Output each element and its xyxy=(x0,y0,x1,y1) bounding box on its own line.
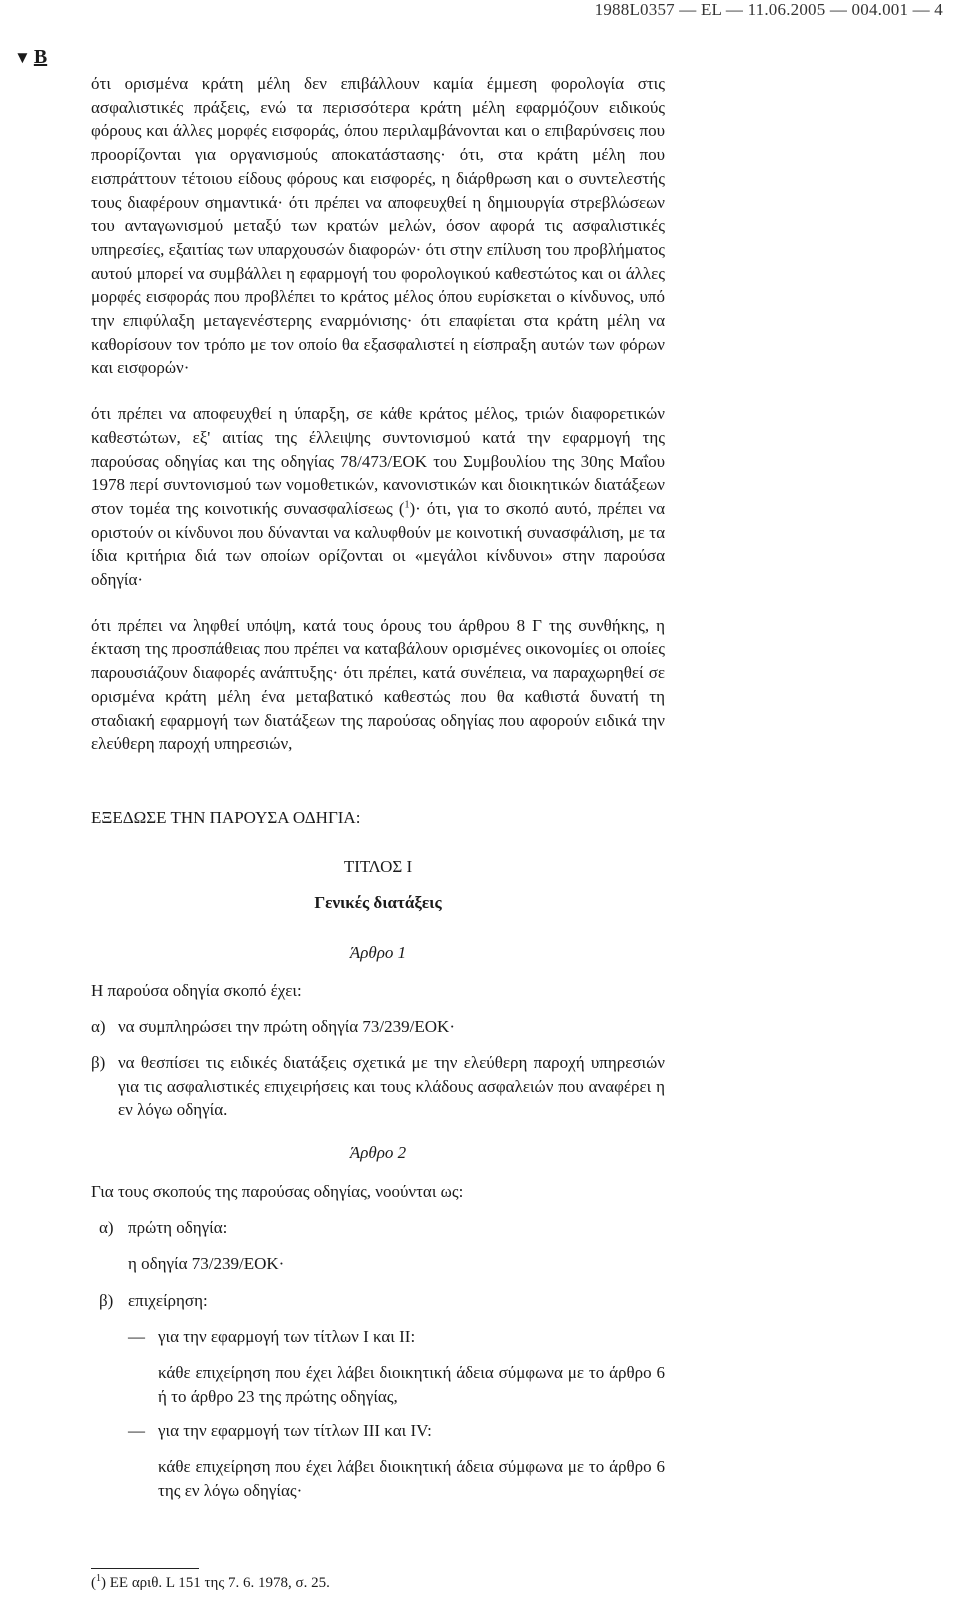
list-item: να συμπληρώσει την πρώτη οδηγία 73/239/ΕΟΚ· xyxy=(118,1017,455,1036)
list-item-label: β) xyxy=(91,1053,106,1072)
footnote-divider xyxy=(91,1568,199,1569)
list-item-label: α) xyxy=(99,1218,114,1237)
footnote-text: ΕΕ αριθ. L 151 της 7. 6. 1978, σ. 25. xyxy=(109,1575,330,1591)
document-header: 1988L0357 — EL — 11.06.2005 — 004.001 — 4 xyxy=(594,0,943,19)
definition-term: πρώτη οδηγία: xyxy=(128,1218,228,1237)
sub-item: για την εφαρμογή των τίτλων I και II: xyxy=(158,1327,416,1346)
dash-bullet: — xyxy=(128,1421,145,1440)
version-letter: B xyxy=(33,46,48,68)
article-1-heading: Άρθρο 1 xyxy=(349,943,407,962)
list-item-label: β) xyxy=(99,1291,114,1310)
sub-item-definition: κάθε επιχείρηση που έχει λάβει διοικητική άδεια σύμφωνα με το άρθρο 6 ή το άρθρο 23 της πρώτης οδηγίας, xyxy=(158,1363,665,1406)
sub-item: για την εφαρμογή των τίτλων III και IV: xyxy=(158,1421,432,1440)
article-2-heading: Άρθρο 2 xyxy=(349,1143,407,1162)
recital-paragraph: ότι ορισμένα κράτη μέλη δεν επιβάλλουν καμία έμμεση φορολογία στις ασφαλιστικές πράξεις, ενώ τα περισσότερα κράτη μέλη εφαρμόζουν ειδικούς φόρους και άλλες μορφές εισφοράς, όπου περιλαμβάνονται και ο επιβαρύνσεις που προορίζονται για οργανισμούς αποκατάστασης· ότι, στα κράτη μέλη που εισπράττουν τέτοιου είδους φόρους και εισφορές, η διάρθρωση και ο συντελεστής τους διαφέρουν σημαντικά· ότι πρέπει να αποφευχθεί η δημιουργία στρεβλώσεων του ανταγωνισμού μεταξύ των κρατών μελών, όσον αφορά τις ασφαλιστικές υπηρεσίες, εξαιτίας των υπαρχουσών διαφορών· ότι στην επίλυση του προβλήματος αυτού μπορεί να συμβάλλει η εφαρμογή του φορολογικού καθεστώτος και οι άλλες μορφές εισφοράς που προβλέπει το κράτος μέλος όπου ευρίσκεται ο κίνδυνος, υπό την επιφύλαξη μεταγενέστερης εναρμόνισης· ότι επαφίεται στα κράτη μέλη να καθορίσουν τον τρόπο με τον οποίο θα εξασφαλιστεί η είσπραξη αυτών των φόρων και εισφορών· xyxy=(91,74,665,378)
footnote-mark: 1 xyxy=(96,1573,101,1584)
recital-paragraph: ότι πρέπει να ληφθεί υπόψη, κατά τους όρους του άρθρου 8 Γ της συνθήκης, η έκταση της προσπάθειας που πρέπει να καταβάλουν ορισμένες οικονομίες οι οποίες παρουσιάζουν διαφορές ανάπτυξης· ότι πρέπει, κατά συνέπεια, να παραχωρηθεί σε ορισμένα κράτη μέλη ένα μεταβατικό καθεστώς που θα καθιστά δυνατή τη σταδιακή εφαρμογή των διατάξεων της παρούσας οδηγίας που αφορούν ειδικά την ελεύθερη παροχή υπηρεσιών, xyxy=(91,615,665,754)
definition-term: επιχείρηση: xyxy=(128,1291,208,1310)
dash-bullet: — xyxy=(128,1327,145,1346)
version-marker xyxy=(14,46,47,69)
footnote-reference: 1 xyxy=(404,499,410,511)
triangle-down-icon: ▼ xyxy=(14,48,31,67)
recitals xyxy=(91,72,665,756)
enacting-formula: ΕΞΕΔΩΣΕ ΤΗΝ ΠΑΡΟΥΣΑ ΟΔΗΓΙΑ: xyxy=(91,808,361,827)
list-item-label: α) xyxy=(91,1017,106,1036)
article-2-intro: Για τους σκοπούς της παρούσας οδηγίας, νοούνται ως: xyxy=(91,1182,464,1201)
definition-text: η οδηγία 73/239/ΕΟΚ· xyxy=(128,1254,285,1273)
list-item: να θεσπίσει τις ειδικές διατάξεις σχετικά με την ελεύθερη παροχή υπηρεσιών για τις ασφαλιστικές επιχειρήσεις και τους κλάδους ασφαλειών που αναφέρει η εν λόγω οδηγία. xyxy=(118,1053,665,1120)
footnote: ($^1$) ΕΕ αριθ. L 151 της 7. 6. 1978, σ. 25. xyxy=(91,1573,330,1591)
article-1-intro: Η παρούσα οδηγία σκοπό έχει: xyxy=(91,981,302,1000)
title-number: ΤΙΤΛΟΣ I xyxy=(343,857,413,876)
sub-item-definition: κάθε επιχείρηση που έχει λάβει διοικητική άδεια σύμφωνα με το άρθρο 6 της εν λόγω οδηγίας· xyxy=(158,1457,665,1500)
recital-paragraph: ότι πρέπει να αποφευχθεί η ύπαρξη, σε κάθε κράτος μέλος, τριών διαφορετικών καθεστώτων, εξ' αιτίας της έλλειψης συντονισμού κατά την εφαρμογή της παρούσας οδηγίας και της οδηγίας 78/473/ΕΟΚ του Συμβουλίου της 30ης Μαΐου 1978 περί συντονισμού των νομοθετικών, κανονιστικών και διοικητικών διατάξεων στον τομέα της κοινοτικής συνασφαλίσεως ($^1$)· ότι, για το σκοπό αυτό, πρέπει να οριστούν οι κίνδυνοι που δύνανται να καλυφθούν με κοινοτική συνασφάλιση, με τα ίδια κριτήρια διά των οποίων ορίζονται οι «μεγάλοι κίνδυνοι» στην παρούσα οδηγία· xyxy=(91,404,665,590)
title-name: Γενικές διατάξεις xyxy=(314,893,442,912)
